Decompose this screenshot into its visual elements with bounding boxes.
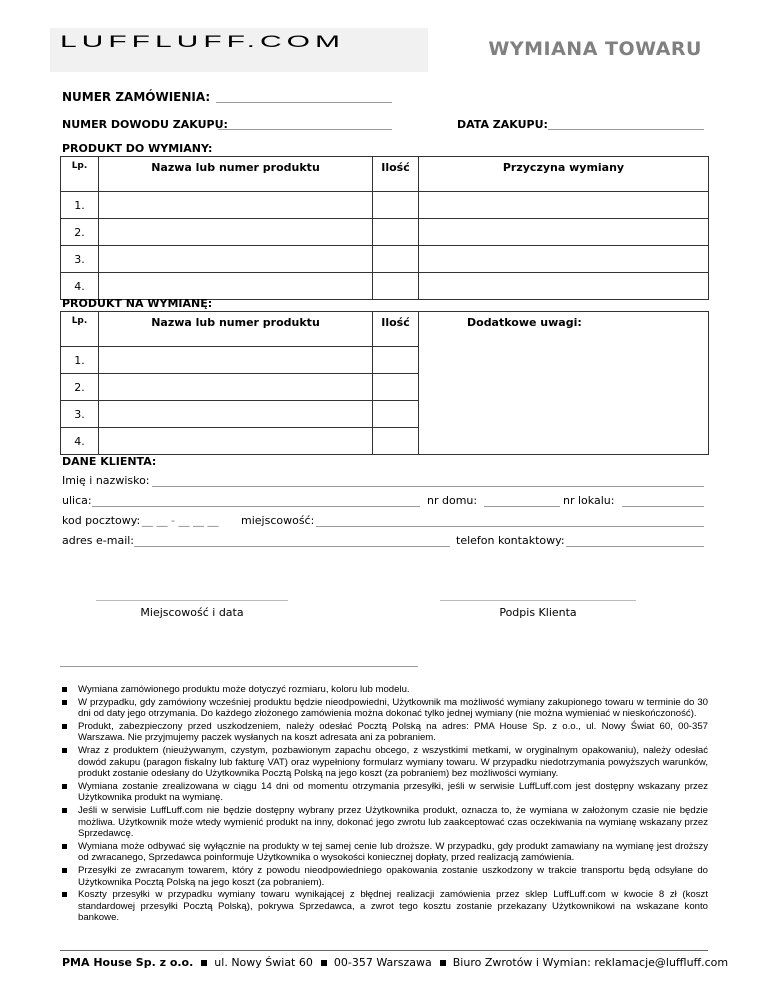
list-item: Wymiana zostanie zrealizowana w ciągu 14 dni od momentu otrzymania przesyłki, jeśli w serwisie LuffLuff.com jest dostępny wskazany przez Użytkownika produkt na wymianę. xyxy=(60,781,708,804)
col-quantity: Ilość xyxy=(373,312,419,347)
city-field[interactable] xyxy=(316,526,704,527)
footer-city: 00-357 Warszawa xyxy=(333,956,432,969)
replacement-table xyxy=(60,311,709,455)
bullet-icon xyxy=(62,844,67,849)
footer-divider xyxy=(60,950,708,951)
apartment-number-label: nr lokalu: xyxy=(563,494,615,507)
table-row xyxy=(61,192,709,219)
footer-company: PMA House Sp. z o.o. xyxy=(62,956,194,969)
list-item: W przypadku, gdy zamówiony wcześniej produktu będzie nieodpowiedni, Użytkownik ma możliwość wymiany zakupionego towaru w terminie do 30 dni od daty jego otrzymania. Do każdego złożonego zamówienia można dokonać tylko jednej wymiany (nie można wymieniać w nieskończoność). xyxy=(60,697,708,720)
list-item: Wymiana może odbywać się wyłącznie na produkty w tej samej cenie lub droższe. W przypadku, gdy produkt zamawiany na wymianę jest droższy od zwracanego, Sprzedawca poinformuje Użytkownika o wysokości koniecznej dopłaty, przed realizacją zamówienia. xyxy=(60,841,708,864)
purchase-date-field[interactable] xyxy=(548,129,704,130)
bullet-icon xyxy=(62,724,67,729)
exchange-table xyxy=(60,156,709,300)
replacement-section-title: PRODUKT NA WYMIANĘ: xyxy=(62,297,213,310)
receipt-number-label: NUMER DOWODU ZAKUPU: xyxy=(62,118,228,131)
email-label: adres e-mail: xyxy=(62,534,135,547)
square-bullet-icon xyxy=(321,960,327,966)
product-name-cell[interactable] xyxy=(99,273,373,300)
name-field[interactable] xyxy=(152,486,704,487)
bullet-icon xyxy=(62,687,67,692)
phone-label: telefon kontaktowy: xyxy=(456,534,565,547)
row-number: 3. xyxy=(61,401,99,428)
product-name-cell[interactable] xyxy=(99,192,373,219)
bullet-icon xyxy=(62,748,67,753)
product-name-cell[interactable] xyxy=(99,219,373,246)
street-label: ulica: xyxy=(62,494,92,507)
product-name-cell[interactable] xyxy=(99,246,373,273)
apartment-number-field[interactable] xyxy=(622,506,704,507)
square-bullet-icon xyxy=(201,960,207,966)
product-name-cell[interactable] xyxy=(99,428,373,455)
col-product-name: Nazwa lub numer produktu xyxy=(99,312,373,347)
house-number-label: nr domu: xyxy=(427,494,478,507)
house-number-field[interactable] xyxy=(484,506,560,507)
product-name-cell[interactable] xyxy=(99,401,373,428)
col-reason: Przyczyna wymiany xyxy=(419,157,709,192)
square-bullet-icon xyxy=(440,960,446,966)
email-field[interactable] xyxy=(134,546,450,547)
footer xyxy=(62,956,728,969)
list-item: Wraz z produktem (nieużywanym, czystym, pozbawionym zapachu obcego, z wszystkimi metkami, w oryginalnym opakowaniu), należy odesłać dowód zakupu (paragon fiskalny lub fakturę VAT) oraz wypełniony formularz wymiany towaru. W przypadku niedotrzymania powyższych warunków, produkt zostanie odesłany do Użytkownika Pocztą Polską na jego koszt (za pobraniem) bez możliwości wymiany. xyxy=(60,745,708,780)
terms-list xyxy=(60,684,708,925)
row-number: 1. xyxy=(61,347,99,374)
col-product-name: Nazwa lub numer produktu xyxy=(99,157,373,192)
list-item: Przesyłki ze zwracanym towarem, który z powodu nieodpowiedniego opakowania zostanie uszkodzony w trakcie transportu będą odsyłane do Użytkownika Pocztą Polską na jego koszt (za pobraniem). xyxy=(60,865,708,888)
footer-contact: Biuro Zwrotów i Wymian: reklamacje@luffluff.com xyxy=(452,956,729,969)
product-name-cell[interactable] xyxy=(99,347,373,374)
bullet-icon xyxy=(62,892,67,897)
quantity-cell[interactable] xyxy=(373,401,419,428)
name-label: Imię i nazwisko: xyxy=(62,474,150,487)
form-title: WYMIANA TOWARU xyxy=(488,38,702,60)
row-number: 3. xyxy=(61,246,99,273)
reason-cell[interactable] xyxy=(419,192,709,219)
table-row xyxy=(61,273,709,300)
table-row xyxy=(61,219,709,246)
postal-code-label: kod pocztowy: xyxy=(62,514,141,527)
list-item: Koszty przesyłki w przypadku wymiany towaru wynikającej z błędnej realizacji zamówienia przez sklep LuffLuff.com w kwocie 8 zł (koszt standardowej przesyłki Pocztą Polską), pokrywa Sprzedawca, a zwrot tego kosztu zostanie przekazany Użytkownikowi na wskazane konto bankowe. xyxy=(60,889,708,924)
table-row xyxy=(61,246,709,273)
bullet-icon xyxy=(62,868,67,873)
footer-street: ul. Nowy Świat 60 xyxy=(214,956,313,969)
row-number: 4. xyxy=(61,428,99,455)
reason-cell[interactable] xyxy=(419,273,709,300)
client-section-title: DANE KLIENTA: xyxy=(62,455,157,468)
quantity-cell[interactable] xyxy=(373,428,419,455)
quantity-cell[interactable] xyxy=(373,219,419,246)
signature-line[interactable] xyxy=(440,600,636,601)
col-quantity: Ilość xyxy=(373,157,419,192)
bullet-icon xyxy=(62,808,67,813)
quantity-cell[interactable] xyxy=(373,347,419,374)
notes-divider xyxy=(60,666,418,667)
bullet-icon xyxy=(62,700,67,705)
place-date-line[interactable] xyxy=(96,600,288,601)
place-date-caption: Miejscowość i data xyxy=(140,606,244,619)
list-item: Wymiana zamówionego produktu może dotyczyć rozmiaru, koloru lub modelu. xyxy=(60,684,708,696)
postal-code-field[interactable]: __ __ - __ __ __ xyxy=(142,514,219,527)
street-field[interactable] xyxy=(92,506,420,507)
order-number-field[interactable] xyxy=(216,102,392,103)
receipt-number-field[interactable] xyxy=(218,129,392,130)
row-number: 4. xyxy=(61,273,99,300)
phone-field[interactable] xyxy=(566,546,704,547)
bullet-icon xyxy=(62,784,67,789)
row-number: 2. xyxy=(61,374,99,401)
quantity-cell[interactable] xyxy=(373,374,419,401)
reason-cell[interactable] xyxy=(419,246,709,273)
quantity-cell[interactable] xyxy=(373,246,419,273)
row-number: 2. xyxy=(61,219,99,246)
order-number-label: NUMER ZAMÓWIENIA: xyxy=(62,90,211,104)
city-label: miejscowość: xyxy=(241,514,315,527)
col-lp: Lp. xyxy=(61,157,99,192)
reason-cell[interactable] xyxy=(419,219,709,246)
logo: LUFFLUFF.COM xyxy=(60,32,345,51)
signature-caption: Podpis Klienta xyxy=(499,606,577,619)
row-number: 1. xyxy=(61,192,99,219)
list-item: Jeśli w serwisie LuffLuff.com nie będzie dostępny wybrany przez Użytkownika produkt, oznacza to, że wymiana w założonym czasie nie będzie możliwa. Użytkownik może wtedy wymienić produkt na inny, dokonać jego zwrotu lub zaakceptować czas oczekiwania na wymianę wskazany przez Sprzedawcę. xyxy=(60,805,708,840)
list-item: Produkt, zabezpieczony przed uszkodzeniem, należy odesłać Pocztą Polską na adres: PMA House Sp. z o.o., ul. Nowy Świat 60, 00-357 Warszawa. Nie przyjmujemy paczek wysłanych na koszt adresata ani za pobraniem. xyxy=(60,721,708,744)
product-name-cell[interactable] xyxy=(99,374,373,401)
additional-notes-cell[interactable]: Dodatkowe uwagi: xyxy=(419,312,709,455)
exchange-section-title: PRODUKT DO WYMIANY: xyxy=(62,142,213,155)
quantity-cell[interactable] xyxy=(373,273,419,300)
quantity-cell[interactable] xyxy=(373,192,419,219)
col-lp: Lp. xyxy=(61,312,99,347)
purchase-date-label: DATA ZAKUPU: xyxy=(457,118,548,131)
